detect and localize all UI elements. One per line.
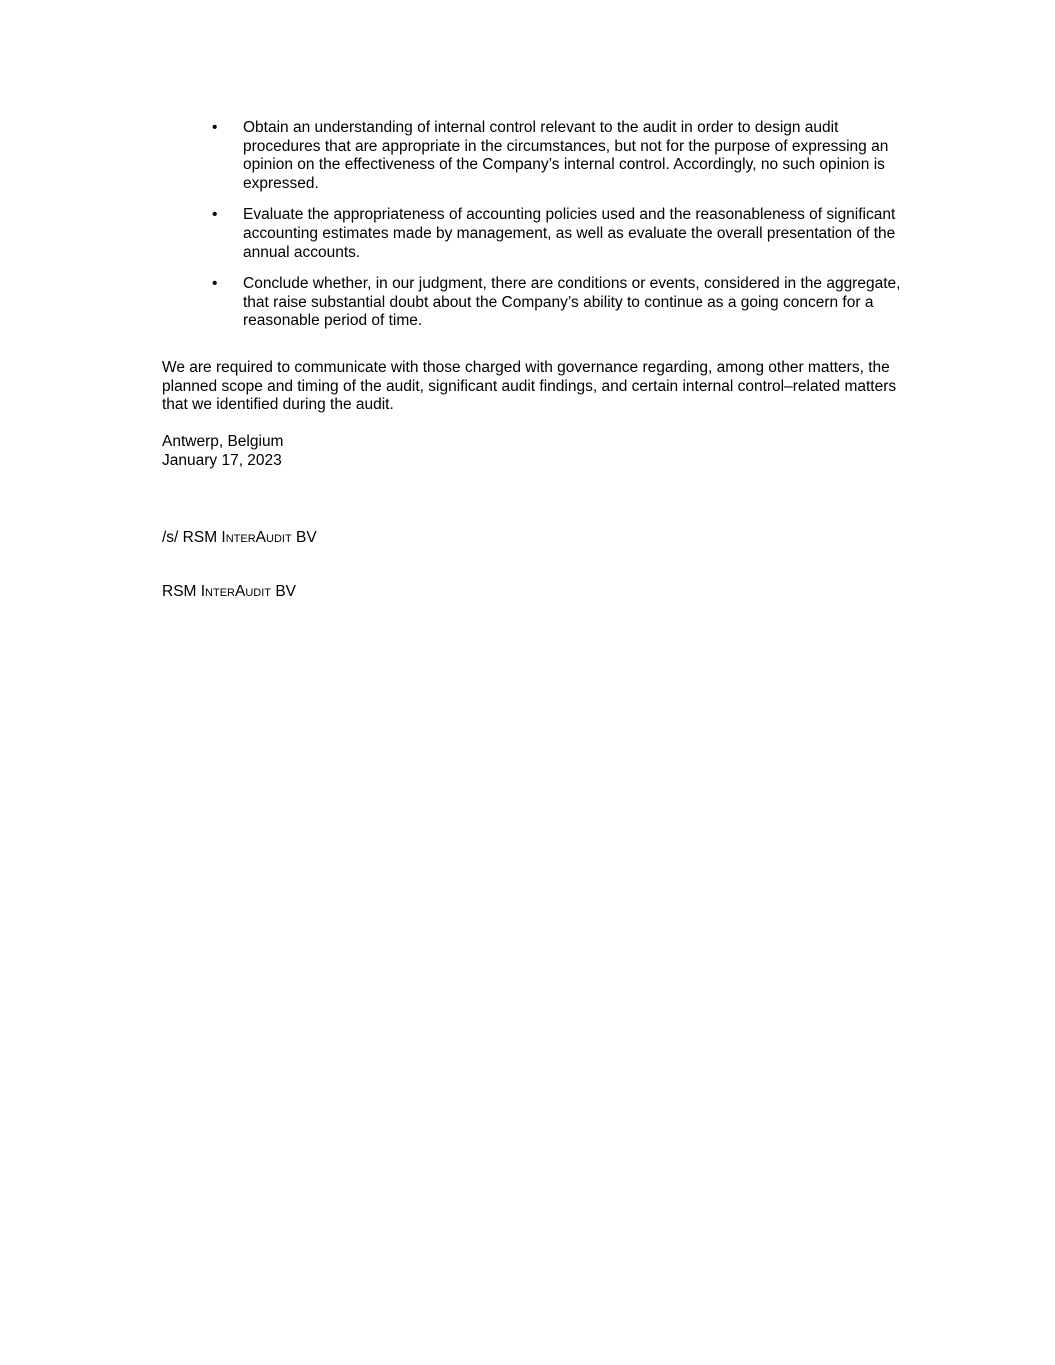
governance-paragraph: We are required to communicate with those charged with governance regarding, among other matters, the planned scope and timing of the audit, significant audit findings, and certain internal control–related matters that we identified during the audit. [162, 359, 897, 414]
firm-suffix: BV [271, 583, 296, 600]
firm-prefix: RSM [162, 583, 201, 600]
bullet-text: Evaluate the appropriateness of accounting policies used and the reasonableness of significant accounting estimates made by management, as well as evaluate the overall presentation of the annual accounts. [243, 206, 896, 261]
signature-firm-name: InterAudit [221, 529, 292, 546]
list-item [162, 119, 902, 194]
bullet-text: Obtain an understanding of internal control relevant to the audit in order to design audit procedures that are appropriate in the circumstances, but not for the purpose of expressing an opinion on the effectiveness of the Company’s internal control. Accordingly, no such opinion is expressed. [243, 119, 889, 193]
signature-prefix: /s/ RSM [162, 529, 222, 546]
bullet-text: Conclude whether, in our judgment, there are conditions or events, considered in the aggregate, that raise substantial doubt about the Company’s ability to continue as a going concern for a reasonable period of time. [243, 274, 901, 330]
location-text: Antwerp, Belgium [162, 433, 284, 450]
place-date-block [162, 433, 283, 470]
firm-name-line [162, 583, 296, 602]
bullet-marker: • [212, 119, 218, 136]
signature-line [162, 529, 317, 548]
signature-suffix: BV [291, 529, 317, 546]
firm-name: InterAudit [200, 583, 272, 600]
bullet-marker: • [212, 274, 218, 292]
date-text: January 17, 2023 [162, 451, 282, 469]
list-item [162, 206, 902, 262]
bullet-list [162, 119, 902, 344]
list-item [162, 275, 902, 331]
bullet-marker: • [212, 206, 218, 224]
